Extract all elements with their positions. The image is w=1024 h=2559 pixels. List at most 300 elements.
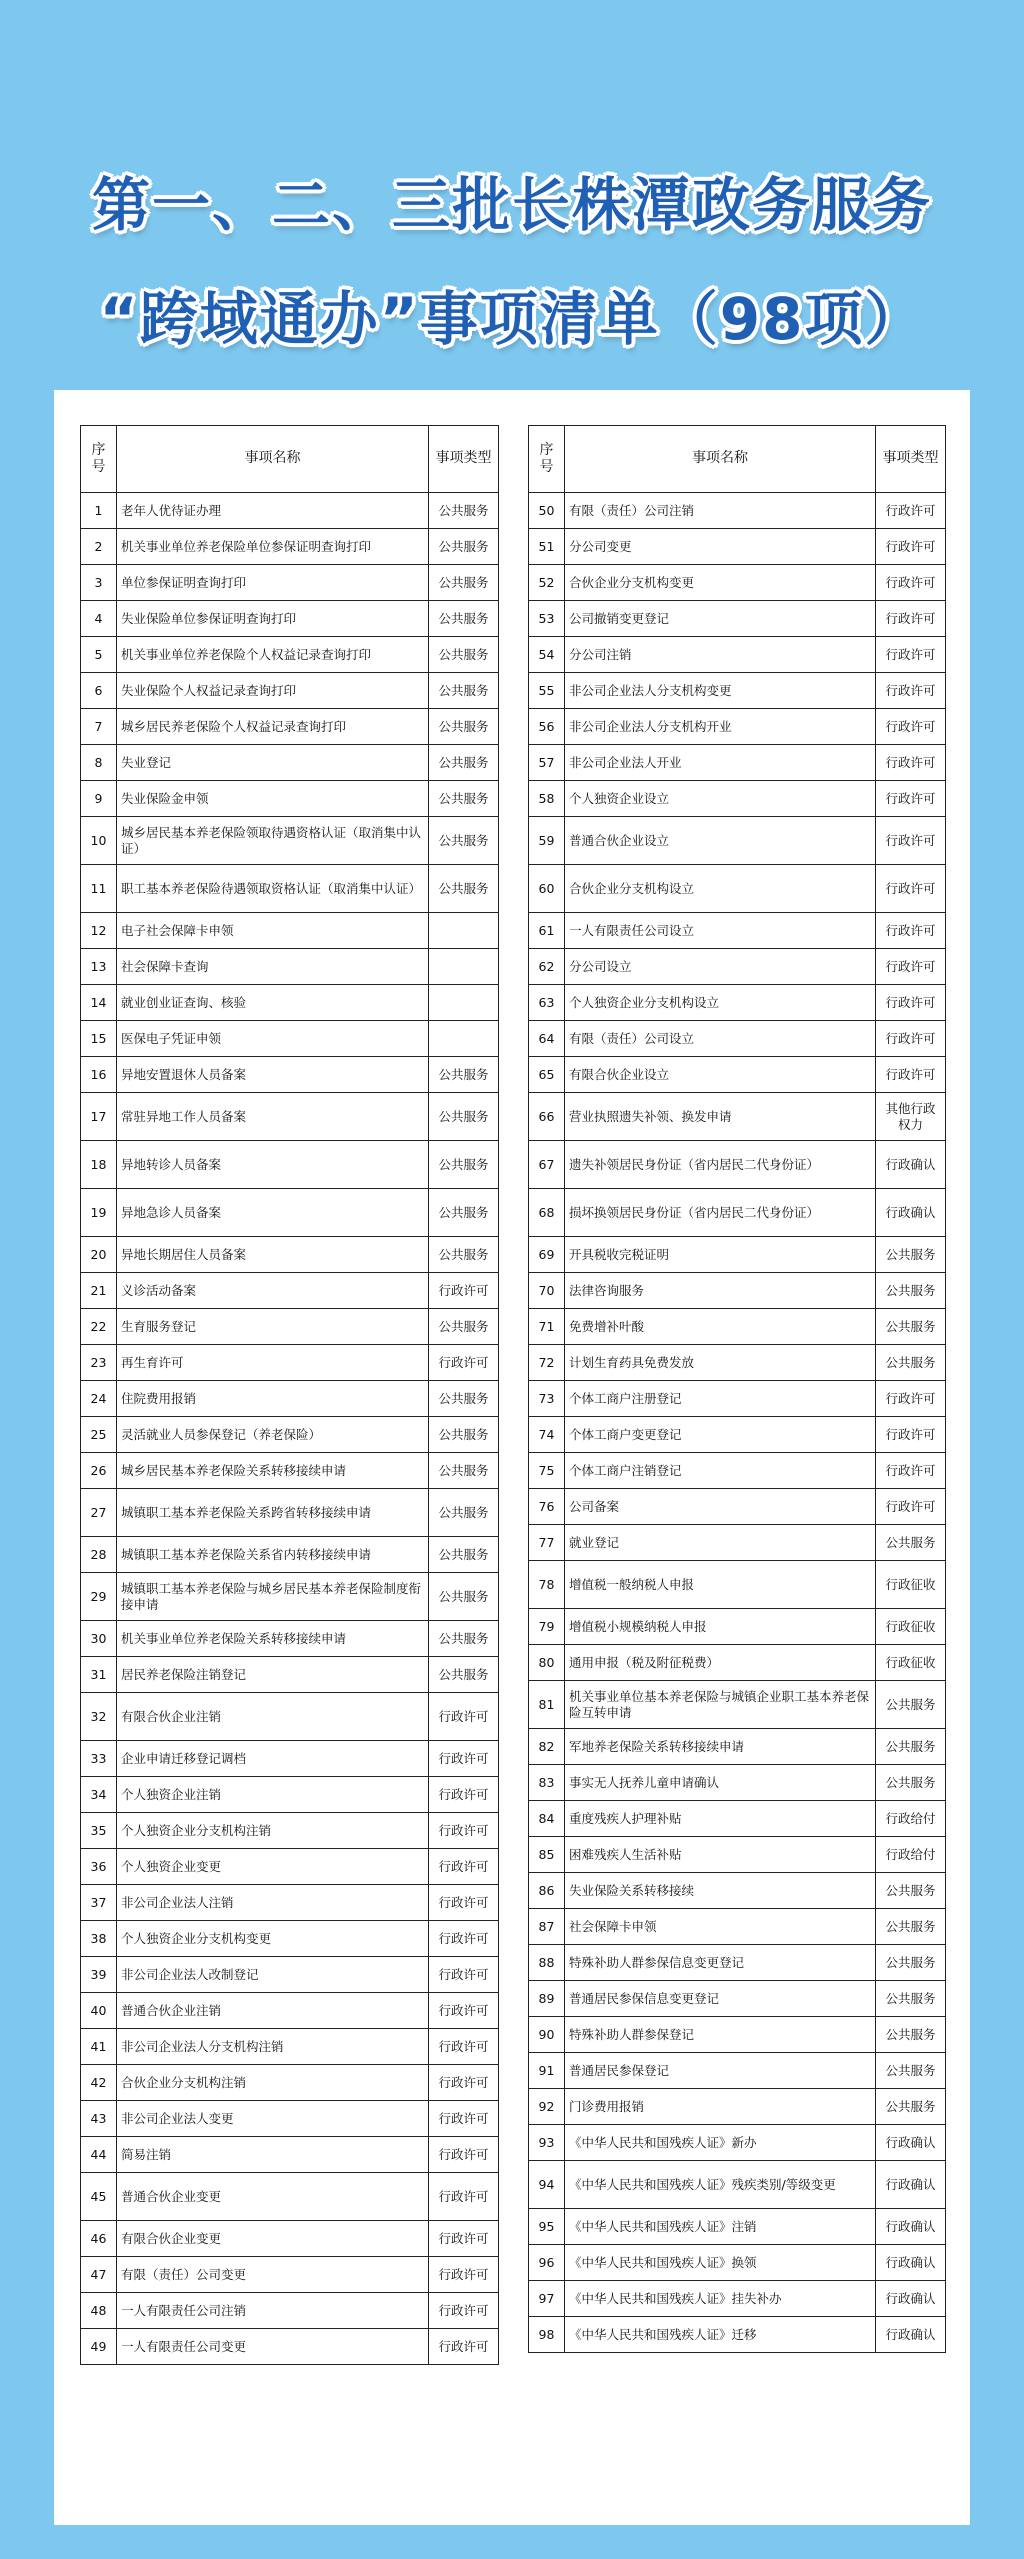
item-type: 公共服务 <box>429 709 499 745</box>
row-number: 9 <box>81 781 117 817</box>
header-type: 事项类型 <box>429 426 499 493</box>
item-type: 行政确认 <box>876 2125 946 2161</box>
row-number: 29 <box>81 1573 117 1621</box>
table-row <box>81 2101 499 2137</box>
item-name: 城镇职工基本养老保险与城乡居民基本养老保险制度衔接申请 <box>117 1573 429 1621</box>
item-name: 非公司企业法人分支机构开业 <box>565 709 876 745</box>
item-name: 《中华人民共和国残疾人证》换领 <box>565 2245 876 2281</box>
item-type: 行政确认 <box>876 2245 946 2281</box>
table-row <box>81 1141 499 1189</box>
item-name: 非公司企业法人注销 <box>117 1885 429 1921</box>
item-type: 公共服务 <box>429 565 499 601</box>
item-type: 行政许可 <box>876 745 946 781</box>
item-type: 行政确认 <box>876 2281 946 2317</box>
item-name: 合伙企业分支机构变更 <box>565 565 876 601</box>
item-name: 城乡居民养老保险个人权益记录查询打印 <box>117 709 429 745</box>
item-type: 行政确认 <box>876 2317 946 2353</box>
header-name: 事项名称 <box>565 426 876 493</box>
item-name: 城镇职工基本养老保险关系跨省转移接续申请 <box>117 1489 429 1537</box>
row-number: 38 <box>81 1921 117 1957</box>
item-name: 合伙企业分支机构注销 <box>117 2065 429 2101</box>
item-type: 行政许可 <box>429 2329 499 2365</box>
item-type: 公共服务 <box>876 1981 946 2017</box>
row-number: 18 <box>81 1141 117 1189</box>
table-row <box>529 601 946 637</box>
row-number: 14 <box>81 985 117 1021</box>
table-row <box>81 1057 499 1093</box>
item-type: 公共服务 <box>429 1657 499 1693</box>
item-name: 《中华人民共和国残疾人证》挂失补办 <box>565 2281 876 2317</box>
item-name: 失业登记 <box>117 745 429 781</box>
row-number: 96 <box>529 2245 565 2281</box>
row-number: 39 <box>81 1957 117 1993</box>
item-name: 异地急诊人员备案 <box>117 1189 429 1237</box>
item-name: 个人独资企业分支机构设立 <box>565 985 876 1021</box>
item-name: 免费增补叶酸 <box>565 1309 876 1345</box>
item-type: 行政许可 <box>429 1813 499 1849</box>
row-number: 1 <box>81 493 117 529</box>
table-row <box>81 1957 499 1993</box>
row-number: 43 <box>81 2101 117 2137</box>
row-number: 34 <box>81 1777 117 1813</box>
row-number: 81 <box>529 1681 565 1729</box>
item-name: 义诊活动备案 <box>117 1273 429 1309</box>
row-number: 36 <box>81 1849 117 1885</box>
table-row <box>81 1777 499 1813</box>
item-type: 行政许可 <box>876 673 946 709</box>
table-row <box>81 1537 499 1573</box>
row-number: 66 <box>529 1093 565 1141</box>
item-name: 个人独资企业变更 <box>117 1849 429 1885</box>
item-name: 公司撤销变更登记 <box>565 601 876 637</box>
item-name: 个人独资企业设立 <box>565 781 876 817</box>
row-number: 55 <box>529 673 565 709</box>
table-row <box>529 1873 946 1909</box>
table-row <box>529 1189 946 1237</box>
item-type: 行政征收 <box>876 1561 946 1609</box>
item-type <box>429 913 499 949</box>
item-type: 行政许可 <box>876 781 946 817</box>
row-number: 5 <box>81 637 117 673</box>
table-row <box>81 2065 499 2101</box>
row-number: 88 <box>529 1945 565 1981</box>
item-type: 行政许可 <box>876 1417 946 1453</box>
item-name: 有限合伙企业变更 <box>117 2221 429 2257</box>
item-type: 行政许可 <box>876 913 946 949</box>
table-row <box>81 493 499 529</box>
table-row <box>529 493 946 529</box>
item-name: 再生育许可 <box>117 1345 429 1381</box>
item-name: 住院费用报销 <box>117 1381 429 1417</box>
item-name: 老年人优待证办理 <box>117 493 429 529</box>
row-number: 7 <box>81 709 117 745</box>
row-number: 76 <box>529 1489 565 1525</box>
table-row <box>81 949 499 985</box>
row-number: 86 <box>529 1873 565 1909</box>
item-name: 普通合伙企业变更 <box>117 2173 429 2221</box>
item-type: 行政许可 <box>429 1345 499 1381</box>
item-name: 城乡居民基本养老保险领取待遇资格认证（取消集中认证） <box>117 817 429 865</box>
table-row <box>529 745 946 781</box>
item-name: 计划生育药具免费发放 <box>565 1345 876 1381</box>
table-row <box>81 1885 499 1921</box>
item-type: 公共服务 <box>876 1681 946 1729</box>
row-number: 91 <box>529 2053 565 2089</box>
row-number: 59 <box>529 817 565 865</box>
item-type: 公共服务 <box>876 2017 946 2053</box>
item-type: 公共服务 <box>429 1141 499 1189</box>
row-number: 15 <box>81 1021 117 1057</box>
item-type: 公共服务 <box>876 1237 946 1273</box>
item-name: 失业保险关系转移接续 <box>565 1873 876 1909</box>
table-row <box>529 1237 946 1273</box>
item-type: 行政征收 <box>876 1645 946 1681</box>
item-name: 单位参保证明查询打印 <box>117 565 429 601</box>
row-number: 42 <box>81 2065 117 2101</box>
table-row <box>529 1981 946 2017</box>
item-name: 机关事业单位养老保险关系转移接续申请 <box>117 1621 429 1657</box>
item-type: 行政许可 <box>876 565 946 601</box>
item-name: 非公司企业法人分支机构注销 <box>117 2029 429 2065</box>
item-type: 公共服务 <box>876 1765 946 1801</box>
item-name: 失业保险单位参保证明查询打印 <box>117 601 429 637</box>
table-row <box>529 1381 946 1417</box>
item-name: 有限（责任）公司注销 <box>565 493 876 529</box>
item-type: 公共服务 <box>429 1057 499 1093</box>
table-row <box>81 1345 499 1381</box>
item-type: 行政许可 <box>876 529 946 565</box>
item-name: 门诊费用报销 <box>565 2089 876 2125</box>
item-type: 公共服务 <box>429 1489 499 1537</box>
row-number: 75 <box>529 1453 565 1489</box>
item-type: 行政许可 <box>876 709 946 745</box>
table-header-row <box>529 426 946 493</box>
row-number: 35 <box>81 1813 117 1849</box>
item-type: 公共服务 <box>429 1621 499 1657</box>
header-no: 序号 <box>529 426 565 493</box>
item-type <box>429 985 499 1021</box>
table-row <box>81 1921 499 1957</box>
table-row <box>81 1021 499 1057</box>
table-row <box>529 781 946 817</box>
item-type: 公共服务 <box>876 1273 946 1309</box>
item-name: 合伙企业分支机构设立 <box>565 865 876 913</box>
header-name: 事项名称 <box>117 426 429 493</box>
item-type: 行政确认 <box>876 2209 946 2245</box>
item-type: 行政许可 <box>876 1453 946 1489</box>
item-type: 行政许可 <box>876 1057 946 1093</box>
item-type: 行政确认 <box>876 1189 946 1237</box>
row-number: 31 <box>81 1657 117 1693</box>
table-row <box>529 1837 946 1873</box>
item-type: 公共服务 <box>429 1573 499 1621</box>
item-type: 行政许可 <box>876 1381 946 1417</box>
item-type: 行政许可 <box>876 865 946 913</box>
table-row <box>529 1729 946 1765</box>
item-name: 失业保险个人权益记录查询打印 <box>117 673 429 709</box>
item-type: 行政确认 <box>876 2161 946 2209</box>
table-row <box>529 2281 946 2317</box>
table-row <box>81 2221 499 2257</box>
item-name: 普通居民参保信息变更登记 <box>565 1981 876 2017</box>
item-type: 公共服务 <box>429 637 499 673</box>
table-row <box>81 1237 499 1273</box>
table-row <box>529 1057 946 1093</box>
item-name: 分公司设立 <box>565 949 876 985</box>
item-name: 增值税一般纳税人申报 <box>565 1561 876 1609</box>
table-row <box>81 2293 499 2329</box>
row-number: 95 <box>529 2209 565 2245</box>
items-table-right <box>528 425 946 2353</box>
item-type: 公共服务 <box>429 1417 499 1453</box>
table-row <box>529 1417 946 1453</box>
table-row <box>529 817 946 865</box>
row-number: 74 <box>529 1417 565 1453</box>
item-type: 公共服务 <box>876 1525 946 1561</box>
table-row <box>81 1489 499 1537</box>
table-row <box>529 2161 946 2209</box>
row-number: 64 <box>529 1021 565 1057</box>
table-row <box>81 1573 499 1621</box>
item-name: 军地养老保险关系转移接续申请 <box>565 1729 876 1765</box>
item-name: 简易注销 <box>117 2137 429 2173</box>
table-row <box>81 529 499 565</box>
item-name: 特殊补助人群参保信息变更登记 <box>565 1945 876 1981</box>
row-number: 78 <box>529 1561 565 1609</box>
page-title-line1: 第一、二、三批长株潭政务服务 <box>91 171 932 239</box>
row-number: 60 <box>529 865 565 913</box>
row-number: 92 <box>529 2089 565 2125</box>
row-number: 69 <box>529 1237 565 1273</box>
table-row <box>529 1021 946 1057</box>
table-row <box>529 865 946 913</box>
item-type: 行政许可 <box>429 1885 499 1921</box>
row-number: 16 <box>81 1057 117 1093</box>
item-type: 行政许可 <box>429 1777 499 1813</box>
item-type: 行政给付 <box>876 1801 946 1837</box>
item-type: 行政许可 <box>429 1849 499 1885</box>
row-number: 19 <box>81 1189 117 1237</box>
row-number: 51 <box>529 529 565 565</box>
row-number: 49 <box>81 2329 117 2365</box>
table-row <box>529 949 946 985</box>
item-name: 个人独资企业分支机构注销 <box>117 1813 429 1849</box>
table-row <box>81 1381 499 1417</box>
row-number: 79 <box>529 1609 565 1645</box>
item-name: 一人有限责任公司变更 <box>117 2329 429 2365</box>
item-name: 生育服务登记 <box>117 1309 429 1345</box>
row-number: 23 <box>81 1345 117 1381</box>
row-number: 93 <box>529 2125 565 2161</box>
item-name: 重度残疾人护理补贴 <box>565 1801 876 1837</box>
row-number: 70 <box>529 1273 565 1309</box>
table-row <box>529 1645 946 1681</box>
item-type: 公共服务 <box>429 781 499 817</box>
table-row <box>81 1453 499 1489</box>
item-name: 城乡居民基本养老保险关系转移接续申请 <box>117 1453 429 1489</box>
item-name: 异地长期居住人员备案 <box>117 1237 429 1273</box>
item-type <box>429 949 499 985</box>
row-number: 94 <box>529 2161 565 2209</box>
table-row <box>81 1693 499 1741</box>
item-name: 社会保障卡申领 <box>565 1909 876 1945</box>
table-row <box>529 2125 946 2161</box>
item-name: 普通合伙企业设立 <box>565 817 876 865</box>
table-row <box>81 985 499 1021</box>
table-row <box>81 2029 499 2065</box>
item-name: 《中华人民共和国残疾人证》新办 <box>565 2125 876 2161</box>
table-row <box>529 1945 946 1981</box>
row-number: 27 <box>81 1489 117 1537</box>
item-name: 个体工商户变更登记 <box>565 1417 876 1453</box>
row-number: 80 <box>529 1645 565 1681</box>
item-name: 损坏换领居民身份证（省内居民二代身份证） <box>565 1189 876 1237</box>
item-type: 行政许可 <box>429 2293 499 2329</box>
table-row <box>529 1309 946 1345</box>
item-type: 行政确认 <box>876 1141 946 1189</box>
row-number: 10 <box>81 817 117 865</box>
item-type: 公共服务 <box>876 1873 946 1909</box>
item-type: 行政许可 <box>429 2221 499 2257</box>
row-number: 2 <box>81 529 117 565</box>
item-type: 行政许可 <box>876 637 946 673</box>
table-row <box>529 1909 946 1945</box>
item-name: 城镇职工基本养老保险关系省内转移接续申请 <box>117 1537 429 1573</box>
row-number: 61 <box>529 913 565 949</box>
item-name: 电子社会保障卡申领 <box>117 913 429 949</box>
row-number: 44 <box>81 2137 117 2173</box>
row-number: 28 <box>81 1537 117 1573</box>
table-row <box>529 1453 946 1489</box>
table-row <box>529 1345 946 1381</box>
item-name: 分公司注销 <box>565 637 876 673</box>
item-type: 行政许可 <box>429 1921 499 1957</box>
table-row <box>529 2017 946 2053</box>
item-type: 行政许可 <box>429 1741 499 1777</box>
table-row <box>81 2173 499 2221</box>
item-name: 机关事业单位基本养老保险与城镇企业职工基本养老保险互转申请 <box>565 1681 876 1729</box>
item-type: 公共服务 <box>876 1945 946 1981</box>
item-type: 公共服务 <box>429 1237 499 1273</box>
item-type: 公共服务 <box>876 2089 946 2125</box>
table-row <box>81 673 499 709</box>
row-number: 89 <box>529 1981 565 2017</box>
item-name: 事实无人抚养儿童申请确认 <box>565 1765 876 1801</box>
row-number: 71 <box>529 1309 565 1345</box>
row-number: 13 <box>81 949 117 985</box>
header-type: 事项类型 <box>876 426 946 493</box>
item-type: 行政许可 <box>429 2137 499 2173</box>
item-name: 常驻异地工作人员备案 <box>117 1093 429 1141</box>
row-number: 3 <box>81 565 117 601</box>
item-type: 公共服务 <box>429 673 499 709</box>
table-row <box>529 2053 946 2089</box>
item-name: 个人独资企业分支机构变更 <box>117 1921 429 1957</box>
table-row <box>529 637 946 673</box>
item-type: 公共服务 <box>876 1909 946 1945</box>
item-name: 机关事业单位养老保险个人权益记录查询打印 <box>117 637 429 673</box>
item-name: 普通合伙企业注销 <box>117 1993 429 2029</box>
table-row <box>529 1525 946 1561</box>
item-type: 公共服务 <box>429 493 499 529</box>
item-type: 行政许可 <box>876 949 946 985</box>
item-type: 公共服务 <box>429 1537 499 1573</box>
table-row <box>81 1093 499 1141</box>
table-row <box>81 1309 499 1345</box>
table-row <box>529 913 946 949</box>
item-name: 职工基本养老保险待遇领取资格认证（取消集中认证） <box>117 865 429 913</box>
table-row <box>529 1273 946 1309</box>
table-row <box>81 1417 499 1453</box>
table-row <box>529 1801 946 1837</box>
item-type: 公共服务 <box>429 1309 499 1345</box>
table-row <box>81 1993 499 2029</box>
item-type: 公共服务 <box>429 529 499 565</box>
row-number: 41 <box>81 2029 117 2065</box>
item-name: 个体工商户注册登记 <box>565 1381 876 1417</box>
item-type: 行政许可 <box>429 1993 499 2029</box>
item-name: 就业创业证查询、核验 <box>117 985 429 1021</box>
item-type: 公共服务 <box>429 745 499 781</box>
item-type: 行政许可 <box>876 985 946 1021</box>
row-number: 21 <box>81 1273 117 1309</box>
item-type: 公共服务 <box>876 2053 946 2089</box>
row-number: 48 <box>81 2293 117 2329</box>
item-type: 行政许可 <box>876 1021 946 1057</box>
item-type: 公共服务 <box>429 865 499 913</box>
row-number: 32 <box>81 1693 117 1741</box>
table-row <box>529 1093 946 1141</box>
item-type: 行政许可 <box>429 2101 499 2137</box>
item-type: 公共服务 <box>429 1453 499 1489</box>
item-name: 非公司企业法人开业 <box>565 745 876 781</box>
table-row <box>81 637 499 673</box>
item-type: 行政许可 <box>876 1489 946 1525</box>
item-type: 其他行政权力 <box>876 1093 946 1141</box>
table-row <box>81 1657 499 1693</box>
row-number: 24 <box>81 1381 117 1417</box>
item-name: 企业申请迁移登记调档 <box>117 1741 429 1777</box>
row-number: 83 <box>529 1765 565 1801</box>
table-row <box>529 985 946 1021</box>
row-number: 87 <box>529 1909 565 1945</box>
item-name: 一人有限责任公司注销 <box>117 2293 429 2329</box>
items-table-left <box>80 425 499 2365</box>
item-type: 行政许可 <box>429 1957 499 1993</box>
table-row <box>529 1561 946 1609</box>
table-row <box>529 2317 946 2353</box>
item-name: 《中华人民共和国残疾人证》残疾类别/等级变更 <box>565 2161 876 2209</box>
row-number: 25 <box>81 1417 117 1453</box>
table-row <box>529 1681 946 1729</box>
table-header-row <box>81 426 499 493</box>
row-number: 20 <box>81 1237 117 1273</box>
item-name: 一人有限责任公司设立 <box>565 913 876 949</box>
item-type <box>429 1021 499 1057</box>
item-name: 特殊补助人群参保登记 <box>565 2017 876 2053</box>
row-number: 53 <box>529 601 565 637</box>
item-name: 分公司变更 <box>565 529 876 565</box>
item-name: 灵活就业人员参保登记（养老保险） <box>117 1417 429 1453</box>
table-row <box>529 529 946 565</box>
table-row <box>81 601 499 637</box>
row-number: 8 <box>81 745 117 781</box>
table-row <box>529 673 946 709</box>
item-name: 医保电子凭证申领 <box>117 1021 429 1057</box>
item-name: 非公司企业法人改制登记 <box>117 1957 429 1993</box>
item-name: 个人独资企业注销 <box>117 1777 429 1813</box>
item-name: 异地安置退休人员备案 <box>117 1057 429 1093</box>
